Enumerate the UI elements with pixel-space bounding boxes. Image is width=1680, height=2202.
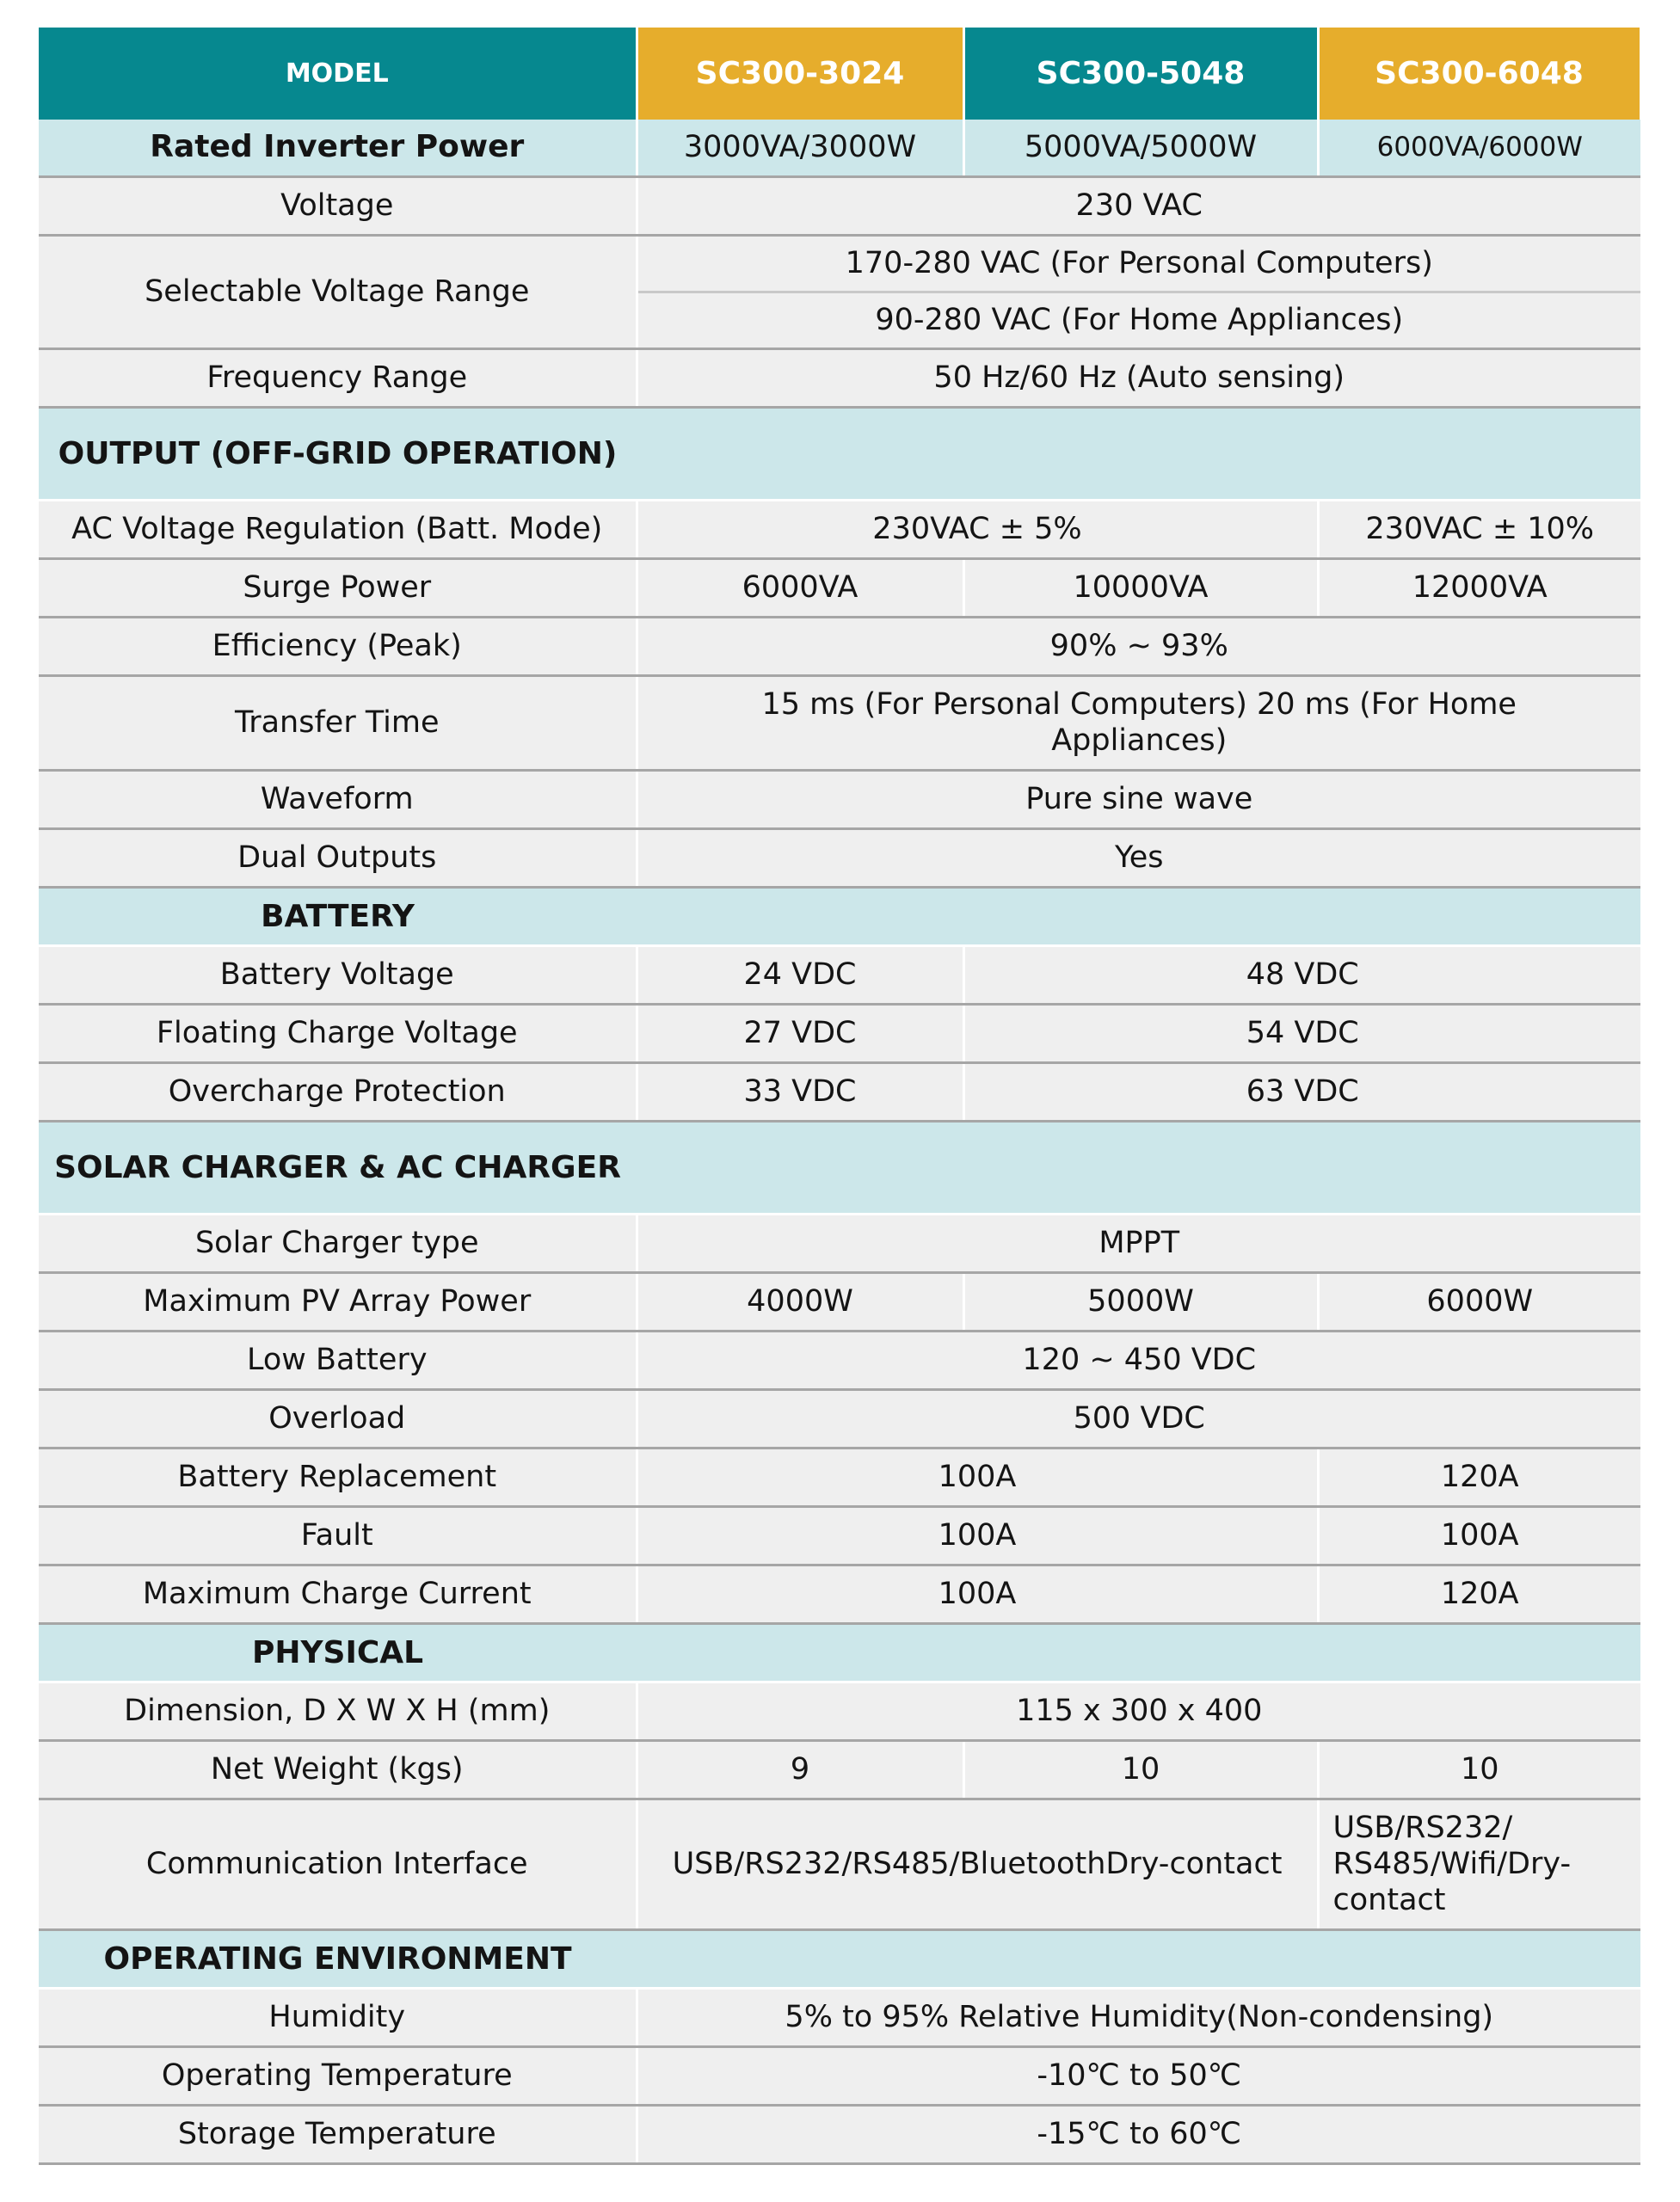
- section-row-battery: [39, 887, 1640, 945]
- cell-value: 10: [963, 1740, 1318, 1799]
- spec-table: [39, 28, 1642, 2165]
- table-row: [39, 1799, 1640, 1929]
- cell-value: 6000VA/6000W: [1318, 120, 1640, 176]
- cell-value: 5% to 95% Relative Humidity(Non-condensing): [637, 1988, 1640, 2046]
- table-row: [39, 675, 1640, 770]
- section-fill: [637, 1121, 1640, 1214]
- section-fill: [637, 1623, 1640, 1682]
- row-label: Floating Charge Voltage: [39, 1004, 637, 1062]
- row-label: Rated Inverter Power: [39, 120, 637, 176]
- row-label: Maximum PV Array Power: [39, 1272, 637, 1331]
- section-title: PHYSICAL: [39, 1623, 637, 1682]
- row-label: Selectable Voltage Range: [39, 235, 637, 348]
- cell-value: 5000VA/5000W: [963, 120, 1318, 176]
- section-fill: [637, 1929, 1640, 1988]
- section-fill: [637, 407, 1640, 500]
- cell-value: 3000VA/3000W: [637, 120, 963, 176]
- table-row: [39, 770, 1640, 828]
- cell-value: 115 x 300 x 400: [637, 1682, 1640, 1740]
- model-sc300-6048: SC300-6048: [1318, 28, 1640, 120]
- row-label: Solar Charger type: [39, 1214, 637, 1272]
- cell-value: 100A: [637, 1565, 1318, 1623]
- cell-value: 9: [637, 1740, 963, 1799]
- table-row: [39, 945, 1640, 1004]
- row-label: Communication Interface: [39, 1799, 637, 1929]
- cell-value: 6000VA: [637, 558, 963, 617]
- cell-value: 90% ~ 93%: [637, 617, 1640, 675]
- row-label: Waveform: [39, 770, 637, 828]
- table-row: [39, 1682, 1640, 1740]
- cell-value: 54 VDC: [963, 1004, 1640, 1062]
- cell-value: 230 VAC: [637, 176, 1640, 235]
- cell-value: 100A: [637, 1506, 1318, 1565]
- row-label: Battery Voltage: [39, 945, 637, 1004]
- table-row: [39, 2046, 1640, 2105]
- section-title: BATTERY: [39, 887, 637, 945]
- cell-value: 120 ~ 450 VDC: [637, 1331, 1640, 1389]
- row-label: Net Weight (kgs): [39, 1740, 637, 1799]
- row-label: Transfer Time: [39, 675, 637, 770]
- section-title: OUTPUT (OFF-GRID OPERATION): [39, 407, 637, 500]
- table-row: [39, 1062, 1640, 1121]
- cell-value: USB/RS232/ RS485/Wifi/Dry-contact: [1318, 1799, 1640, 1929]
- table-row: [39, 1214, 1640, 1272]
- cell-value: 500 VDC: [637, 1389, 1640, 1448]
- cell-value: 27 VDC: [637, 1004, 963, 1062]
- cell-value: 10: [1318, 1740, 1640, 1799]
- row-label: Humidity: [39, 1988, 637, 2046]
- section-fill: [637, 887, 1640, 945]
- table-row: [39, 1988, 1640, 2046]
- table-row: [39, 1004, 1640, 1062]
- cell-value: 4000W: [637, 1272, 963, 1331]
- row-label: Storage Temperature: [39, 2105, 637, 2163]
- row-label: Overcharge Protection: [39, 1062, 637, 1121]
- cell-value: 230VAC ± 10%: [1318, 500, 1640, 558]
- table-row: [39, 1448, 1640, 1506]
- cell-value: -10℃ to 50℃: [637, 2046, 1640, 2105]
- cell-value: 12000VA: [1318, 558, 1640, 617]
- cell-value: 6000W: [1318, 1272, 1640, 1331]
- row-label: Surge Power: [39, 558, 637, 617]
- table-row: [39, 500, 1640, 558]
- table-row: [39, 828, 1640, 887]
- section-row-solar: [39, 1121, 1640, 1214]
- cell-value: MPPT: [637, 1214, 1640, 1272]
- row-label: Frequency Range: [39, 348, 637, 407]
- section-row-physical: [39, 1623, 1640, 1682]
- cell-value: 100A: [1318, 1506, 1640, 1565]
- cell-value: 170-280 VAC (For Personal Computers): [637, 235, 1640, 292]
- table-row: [39, 1389, 1640, 1448]
- cell-value: 10000VA: [963, 558, 1318, 617]
- section-title: OPERATING ENVIRONMENT: [39, 1929, 637, 1988]
- row-label: Dual Outputs: [39, 828, 637, 887]
- section-row-output: [39, 407, 1640, 500]
- row-label: Fault: [39, 1506, 637, 1565]
- row-label: Operating Temperature: [39, 2046, 637, 2105]
- model-label: MODEL: [39, 28, 637, 120]
- table-row: [39, 1331, 1640, 1389]
- row-label: Overload: [39, 1389, 637, 1448]
- table-row: [39, 2105, 1640, 2163]
- row-label: Maximum Charge Current: [39, 1565, 637, 1623]
- row-label: Battery Replacement: [39, 1448, 637, 1506]
- row-label: Efficiency (Peak): [39, 617, 637, 675]
- model-sc300-5048: SC300-5048: [963, 28, 1318, 120]
- table-row: [39, 558, 1640, 617]
- section-row-environment: [39, 1929, 1640, 1988]
- cell-value: Yes: [637, 828, 1640, 887]
- row-label: Low Battery: [39, 1331, 637, 1389]
- row-label: AC Voltage Regulation (Batt. Mode): [39, 500, 637, 558]
- section-title: SOLAR CHARGER & AC CHARGER: [39, 1121, 637, 1214]
- cell-value: 120A: [1318, 1448, 1640, 1506]
- cell-value: 24 VDC: [637, 945, 963, 1004]
- cell-value: 48 VDC: [963, 945, 1640, 1004]
- cell-value: 63 VDC: [963, 1062, 1640, 1121]
- model-header-row: [39, 28, 1640, 120]
- cell-value: -15℃ to 60℃: [637, 2105, 1640, 2163]
- table-row: [39, 1565, 1640, 1623]
- table-row: [39, 1740, 1640, 1799]
- model-sc300-3024: SC300-3024: [637, 28, 963, 120]
- table-row: [39, 235, 1640, 292]
- cell-value: 120A: [1318, 1565, 1640, 1623]
- cell-value: 230VAC ± 5%: [637, 500, 1318, 558]
- table-row: [39, 348, 1640, 407]
- row-label: Voltage: [39, 176, 637, 235]
- cell-value: 5000W: [963, 1272, 1318, 1331]
- cell-value: USB/RS232/RS485/BluetoothDry-contact: [637, 1799, 1318, 1929]
- table-row: [39, 1272, 1640, 1331]
- cell-value: 100A: [637, 1448, 1318, 1506]
- cell-value: 15 ms (For Personal Computers) 20 ms (For Home Appliances): [637, 675, 1640, 770]
- table-row: [39, 120, 1640, 176]
- row-label: Dimension, D X W X H (mm): [39, 1682, 637, 1740]
- cell-value: Pure sine wave: [637, 770, 1640, 828]
- cell-value: 50 Hz/60 Hz (Auto sensing): [637, 348, 1640, 407]
- cell-value: 90-280 VAC (For Home Appliances): [637, 292, 1640, 348]
- table-row: [39, 1506, 1640, 1565]
- table-row: [39, 617, 1640, 675]
- table-row: [39, 176, 1640, 235]
- cell-value: 33 VDC: [637, 1062, 963, 1121]
